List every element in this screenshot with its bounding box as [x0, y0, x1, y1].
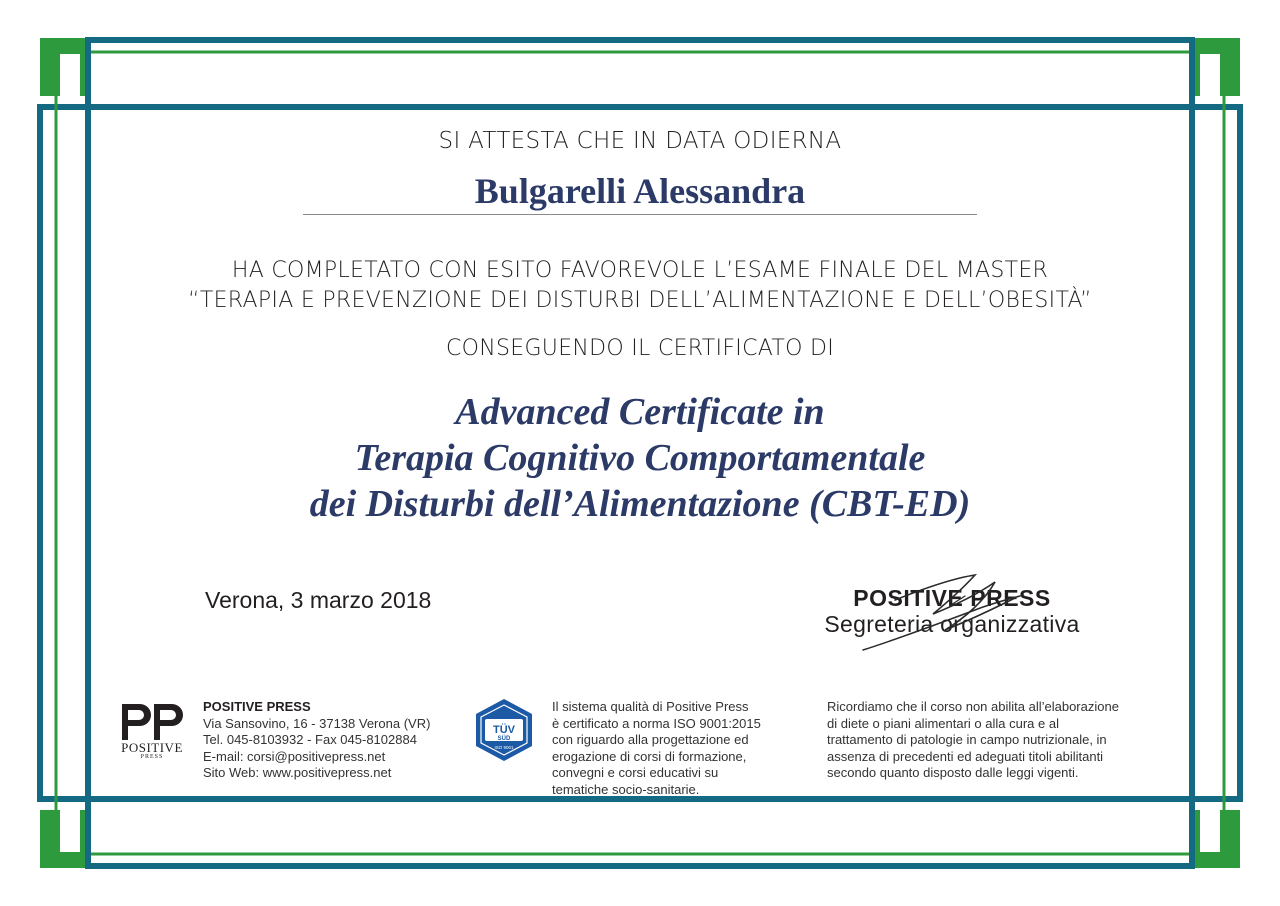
contact-phone-fax: Tel. 045-8103932 - Fax 045-8102884	[203, 732, 417, 747]
tuv-label: TÜV	[493, 724, 515, 736]
recipient-name: Bulgarelli Alessandra	[474, 171, 806, 211]
achievement-statement: CONSEGUENDO IL CERTIFICATO DI	[445, 336, 835, 361]
disclaimer-line: trattamento di patologie in campo nutrizionale, in	[827, 732, 1107, 747]
disclaimer-line: Ricordiamo che il corso non abilita all’elaborazione	[827, 699, 1119, 714]
quality-line: tematiche socio-sanitarie.	[552, 781, 700, 797]
name-underline	[303, 214, 977, 215]
tuv-sud-label: SÜD	[497, 736, 511, 742]
quality-statement	[552, 699, 812, 798]
logo-subtext: PRESS	[140, 754, 164, 760]
disclaimer-line: di diete o piani alimentari o alla cura e al	[827, 715, 1059, 731]
contact-website: Sito Web: www.positivepress.net	[203, 765, 392, 780]
master-title: “TERAPIA E PREVENZIONE DEI DISTURBI DELL’ALIMENTAZIONE E DELL’OBESITÀ”	[188, 288, 1092, 313]
disclaimer-block	[827, 699, 1167, 782]
certificate-title-line: dei Disturbi dell’Alimentazione (CBT-ED)	[309, 483, 971, 525]
quality-line: con riguardo alla progettazione ed	[552, 732, 749, 747]
tuv-sud-certification-icon	[472, 698, 536, 762]
contact-email: E-mail: corsi@positivepress.net	[203, 748, 386, 764]
place-and-date: Verona, 3 marzo 2018	[205, 587, 432, 613]
completion-statement: HA COMPLETATO CON ESITO FAVOREVOLE L’ESAME FINALE DEL MASTER	[231, 258, 1049, 283]
intro-text: SI ATTESTA CHE IN DATA ODIERNA	[438, 128, 842, 154]
disclaimer-line: assenza di precedenti ed adeguati titoli abilitanti	[827, 748, 1104, 764]
handwritten-signature	[855, 570, 1025, 656]
contact-address: Via Sansovino, 16 - 37138 Verona (VR)	[203, 715, 431, 731]
certificate-title-line: Advanced Certificate in	[455, 391, 825, 433]
signatory-organization: POSITIVE PRESS	[853, 585, 1051, 611]
contact-organization: POSITIVE PRESS	[203, 699, 311, 714]
signatory-role: Segreteria organizzativa	[824, 611, 1080, 637]
logo-wordmark: POSITIVE	[121, 740, 183, 755]
quality-line: Il sistema qualità di Positive Press	[552, 699, 749, 714]
certificate-title-line: Terapia Cognitivo Comportamentale	[354, 437, 926, 479]
tuv-iso-label: ISO 9001	[494, 745, 514, 750]
disclaimer-line: secondo quanto disposto dalle leggi vigenti.	[827, 765, 1079, 780]
contact-block	[203, 699, 463, 782]
quality-line: convegni e corsi educativi su	[552, 765, 719, 780]
quality-line: erogazione di corsi di formazione,	[552, 748, 747, 764]
quality-line: è certificato a norma ISO 9001:2015	[552, 715, 761, 731]
